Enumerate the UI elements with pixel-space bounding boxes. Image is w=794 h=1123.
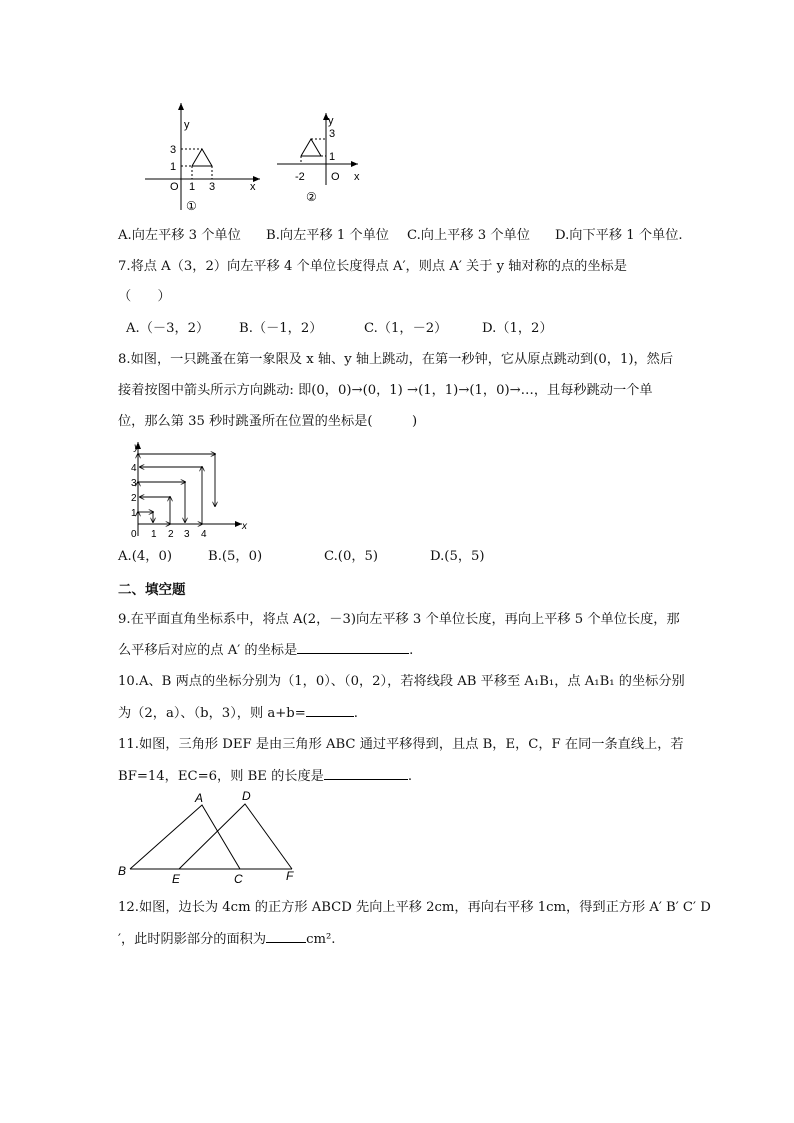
q9-stem-2-end: . [409,643,414,658]
g2-number: ② [306,190,317,204]
q6-option-a: A.向左平移 3 个单位 [118,228,241,243]
q9-stem-2 [118,641,413,660]
q10-stem-1: 10.A、B 两点的坐标分别为（1，0）、（0，2），若将线段 AB 平移至 A₁B₁，点 A₁B₁ 的坐标分别 [118,674,685,689]
q9-stem-1: 9.在平面直角坐标系中，将点 A(2，－3)向左平移 3 个单位长度，再向上平移 5 个单位长度，那 [118,612,680,627]
q8-stem-3: 位，那么第 35 秒时跳蚤所在位置的坐标是( ) [118,414,418,429]
q8-y1: 1 [131,508,137,519]
q11-stem-1: 11.如图，三角形 DEF 是由三角形 ABC 通过平移得到，且点 B，E，C，F 在同一条直线上，若 [118,737,684,752]
q11-label-a: A [195,791,204,805]
g1-tick-3: 3 [209,181,216,193]
q9-stem-2-text: 么平移后对应的点 A′ 的坐标是 [118,643,298,658]
g2-y-label: y [328,115,334,127]
q12-stem-1: 12.如图，边长为 4cm 的正方形 ABCD 先向上平移 2cm，再向右平移 1cm，得到正方形 A′ B′ C′ D [118,900,711,915]
q8-x4: 4 [201,529,207,540]
q9-answer-blank[interactable] [297,641,409,654]
q6-options [118,227,683,245]
q8-y2: 2 [131,493,137,504]
section-fill-in-title: 二、填空题 [118,582,186,598]
q10-stem-2-end: . [353,706,358,721]
q8-stem-2: 接着按图中箭头所示方向跳动: 即(0，0)→(0，1) →(1，1)→(1，0)→…，且每秒跳动一个单 [118,383,653,398]
g1-y-label: y [184,119,190,131]
q11-label-d: D [242,789,251,803]
q7-option-d: D.（1，2） [482,321,553,336]
g2-tick-n2: -2 [295,171,305,183]
q8-x1: 1 [151,529,157,540]
q11-triangle-def [179,804,292,869]
q10-stem-2 [118,704,358,723]
g2-origin: O [331,171,340,183]
q7-option-a: A.（－3，2） [126,321,210,336]
q10-stem-2-text: 为（2，a）、（b，3），则 a+b= [118,706,306,721]
q6-option-d: D.向下平移 1 个单位. [555,228,683,243]
q8-origin: 0 [131,529,137,540]
q11-label-c: C [234,872,243,886]
q8-y3: 3 [131,478,137,489]
q11-label-e: E [172,872,181,886]
q6-figure [140,100,380,215]
q7-stem: 7.将点 A（3，2）向左平移 4 个单位长度得点 A′，则点 A′ 关于 y 轴对称的点的坐标是 [118,259,627,274]
g1-trapezoid [192,149,212,166]
q8-stem-1: 8.如图，一只跳蚤在第一象限及 x 轴、y 轴上跳动，在第一秒钟，它从原点跳动到(0，1)，然后 [118,352,674,367]
q8-flea-path-figure [118,436,253,540]
g1-x-label: x [250,181,256,193]
g2-ytick-1: 1 [329,151,336,163]
g1-tick-1: 1 [189,181,196,193]
q11-answer-blank[interactable] [324,767,408,780]
q8-option-a: A.(4，0) [118,549,172,564]
q12-stem-2-text: ′，此时阴影部分的面积为 [118,932,267,947]
g2-x-label: x [354,171,360,183]
g1-origin: O [170,181,179,193]
q6-option-c: C.向上平移 3 个单位 [407,228,530,243]
g1-ytick-3: 3 [170,144,177,156]
q11-stem-2-text: BF=14，EC=6，则 BE 的长度是 [118,769,324,784]
q8-option-c: C.(0，5) [324,549,379,564]
q8-option-d: D.(5，5) [430,549,485,564]
q11-stem-2 [118,767,412,786]
g2-trapezoid [301,139,321,156]
q8-x2: 2 [168,529,174,540]
q8-x3: 3 [184,529,190,540]
q11-label-f: F [286,869,294,883]
q7-paren: （ ） [118,289,171,304]
q12-answer-blank[interactable] [266,930,306,943]
q8-y4: 4 [131,463,137,474]
q7-option-c: C.（1，－2） [364,321,448,336]
q10-answer-blank[interactable] [306,704,354,717]
q8-y-label: y [134,442,139,453]
q8-x-label: x [242,521,247,532]
q12-stem-2-end: cm². [306,932,336,947]
q6-graph-2 [277,113,358,185]
q11-label-b: B [118,864,127,878]
q8-option-b: B.(5，0) [208,549,263,564]
q7-options [126,320,553,338]
q7-option-b: B.（－1，2） [239,321,323,336]
q11-triangles-figure [114,786,310,886]
q11-triangle-abc [130,805,240,869]
q12-stem-2 [118,930,335,949]
q8-path [138,454,215,524]
q6-option-b: B.向左平移 1 个单位 [266,228,389,243]
g1-ytick-1: 1 [170,161,177,173]
q8-options [118,548,485,566]
q11-stem-2-end: . [407,769,413,784]
q6-graph-1 [145,103,260,210]
g2-ytick-3: 3 [329,128,336,140]
g1-number: ① [186,199,197,213]
